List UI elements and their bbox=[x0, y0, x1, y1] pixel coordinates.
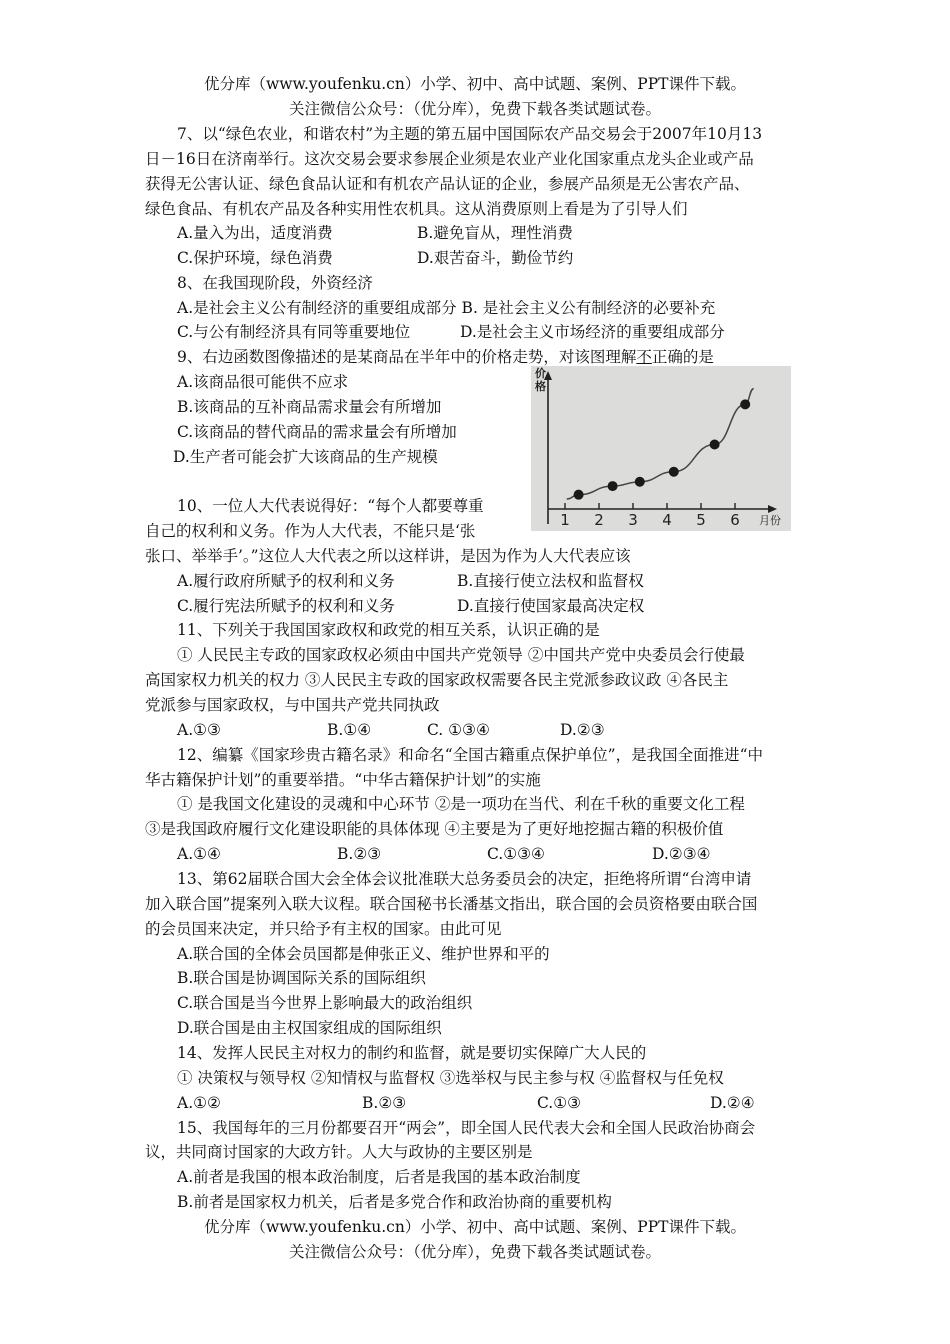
q13-option-c: C.联合国是当今世界上影响最大的政治组织 bbox=[177, 994, 473, 1012]
q12-stem-line-1: 12、编纂《国家珍贵古籍名录》和命名“全国古籍重点保护单位”，是我国全面推进“中 bbox=[177, 746, 763, 764]
footer-line-1: 优分库（www.youfenku.cn）小学、初中、高中试题、案例、PPT课件下载。 bbox=[203, 1218, 747, 1236]
q13-stem-line-3: 的会员国来决定，并只给予有主权的国家。由此可见 bbox=[145, 920, 502, 938]
x-tick-label-4: 4 bbox=[662, 511, 672, 529]
price-trend-chart bbox=[531, 366, 791, 531]
q9-stem-before: 9、右边函数图像描述的是某商品在半年中的价格走势，对该图理解 bbox=[177, 348, 637, 366]
data-point-5 bbox=[710, 440, 720, 450]
q8-stem: 8、在我国现阶段，外资经济 bbox=[177, 274, 373, 292]
q11-option-c: C. ①③④ bbox=[427, 721, 490, 739]
header-line-1: 优分库（www.youfenku.cn）小学、初中、高中试题、案例、PPT课件下载。 bbox=[203, 75, 747, 93]
q11-item-line-2: 高国家权力机关的权力 ③人民民主专政的国家政权需要各民主党派参政议政 ④各民主 bbox=[145, 671, 729, 689]
q15-stem-line-2: 议，共同商讨国家的大政方针。人大与政协的主要区别是 bbox=[145, 1143, 533, 1161]
q14-items: ① 决策权与领导权 ②知情权与监督权 ③选举权与民主参与权 ④监督权与任免权 bbox=[177, 1069, 724, 1087]
q9-stem-underlined: 不 bbox=[636, 348, 652, 366]
q11-option-a: A.①③ bbox=[177, 721, 221, 739]
q13-option-b: B.联合国是协调国际关系的国际组织 bbox=[177, 969, 426, 987]
price-trend-line bbox=[567, 389, 754, 499]
q8-option-c: C.与公有制经济具有同等重要地位 bbox=[177, 323, 411, 341]
q8-option-d: D.是社会主义市场经济的重要组成部分 bbox=[460, 323, 725, 341]
header-line-2: 关注微信公众号：（优分库），免费下载各类试题试卷。 bbox=[288, 100, 661, 118]
q12-option-d: D.②③④ bbox=[652, 845, 711, 863]
q9-option-c: C.该商品的替代商品的需求量会有所增加 bbox=[177, 423, 457, 441]
data-point-4 bbox=[669, 467, 679, 477]
q14-option-b: B.②③ bbox=[362, 1094, 407, 1112]
x-tick-label-6: 6 bbox=[730, 511, 740, 529]
x-tick-label-2: 2 bbox=[594, 511, 604, 529]
q10-option-b: B.直接行使立法权和监督权 bbox=[457, 572, 644, 590]
q13-option-a: A.联合国的全体会员国都是伸张正义、维护世界和平的 bbox=[177, 945, 550, 963]
footer-line-2: 关注微信公众号：（优分库），免费下载各类试题试卷。 bbox=[288, 1243, 661, 1261]
q8-option-ab: A.是社会主义公有制经济的重要组成部分 B. 是社会主义公有制经济的必要补充 bbox=[177, 299, 716, 317]
q13-stem-line-2: 加入联合国”提案列入联大议程。联合国秘书长潘基文指出，联合国的会员资格要由联合国 bbox=[145, 895, 758, 913]
q7-option-c: C.保护环境，绿色消费 bbox=[177, 249, 333, 267]
q10-option-a: A.履行政府所赋予的权利和义务 bbox=[177, 572, 395, 590]
x-tick-label-3: 3 bbox=[628, 511, 638, 529]
price-trend-chart-svg bbox=[531, 366, 791, 531]
q7-stem-line-2: 日－16日在济南举行。这次交易会要求参展企业须是农业产业化国家重点龙头企业或产品 bbox=[145, 150, 754, 168]
data-point-2 bbox=[608, 481, 618, 491]
q12-stem-line-2: 华古籍保护计划”的重要举措。“中华古籍保护计划”的实施 bbox=[145, 771, 541, 789]
q10-option-c: C.履行宪法所赋予的权利和义务 bbox=[177, 597, 395, 615]
q7-stem-line-1: 7、以“绿色农业，和谐农村”为主题的第五届中国国际农产品交易会于2007年10月13 bbox=[177, 125, 763, 143]
q11-stem: 11、下列关于我国国家政权和政党的相互关系，认识正确的是 bbox=[177, 621, 600, 639]
q7-option-d: D.艰苦奋斗，勤俭节约 bbox=[417, 249, 574, 267]
q14-option-a: A.①② bbox=[177, 1094, 221, 1112]
x-tick-label-5: 5 bbox=[696, 511, 706, 529]
q13-option-d: D.联合国是由主权国家组成的国际组织 bbox=[177, 1019, 442, 1037]
q11-option-b: B.①④ bbox=[327, 721, 372, 739]
q13-stem-line-1: 13、第62届联合国大会全体会议批准联大总务委员会的决定，拒绝将所谓“台湾申请 bbox=[177, 870, 752, 888]
q9-stem-after: 正确的是 bbox=[651, 348, 714, 366]
q15-stem-line-1: 15、我国每年的三月份都要召开“两会”，即全国人民代表大会和全国人民政治协商会 bbox=[177, 1119, 756, 1137]
data-point-1 bbox=[574, 490, 584, 500]
q15-option-a: A.前者是我国的根本政治制度，后者是我国的基本政治制度 bbox=[177, 1168, 581, 1186]
q14-option-c: C.①③ bbox=[537, 1094, 582, 1112]
q11-option-d: D.②③ bbox=[560, 721, 605, 739]
q14-stem: 14、发挥人民民主对权力的制约和监督，就是要切实保障广大人民的 bbox=[177, 1044, 647, 1062]
q12-item-line-2: ③是我国政府履行文化建设职能的具体体现 ④主要是为了更好地挖掘古籍的积极价值 bbox=[145, 820, 724, 838]
x-axis-arrow bbox=[768, 505, 777, 513]
q10-option-d: D.直接行使国家最高决定权 bbox=[457, 597, 645, 615]
q12-option-c: C.①③④ bbox=[487, 845, 545, 863]
q12-option-a: A.①④ bbox=[177, 845, 221, 863]
q7-stem-line-3: 获得无公害认证、绿色食品认证和有机农产品认证的企业，参展产品须是无公害农产品、 bbox=[145, 175, 750, 193]
q11-item-line-1: ① 人民民主专政的国家政权必须由中国共产党领导 ②中国共产党中央委员会行使最 bbox=[177, 646, 745, 664]
q15-option-b: B.前者是国家权力机关，后者是多党合作和政治协商的重要机构 bbox=[177, 1193, 612, 1211]
q12-item-line-1: ① 是我国文化建设的灵魂和中心环节 ②是一项功在当代、利在千秋的重要文化工程 bbox=[177, 795, 745, 813]
q12-option-b: B.②③ bbox=[337, 845, 382, 863]
q10-stem-line-3: 张口、举举手’。”这位人大代表之所以这样讲，是因为作为人大代表应该 bbox=[145, 547, 631, 565]
x-tick-label-1: 1 bbox=[560, 511, 570, 529]
data-point-3 bbox=[635, 477, 645, 487]
q7-stem-line-4: 绿色食品、有机农产品及各种实用性农机具。这从消费原则上看是为了引导人们 bbox=[145, 200, 688, 218]
x-axis-label: 月份 bbox=[759, 514, 781, 527]
q10-stem-line-2: 自己的权利和义务。作为人大代表，不能只是‘张 bbox=[145, 522, 476, 540]
q9-option-d: D.生产者可能会扩大该商品的生产规模 bbox=[173, 448, 438, 466]
q14-option-d: D.②④ bbox=[710, 1094, 755, 1112]
q10-stem-line-1: 10、一位人大代表说得好：“每个人都要尊重 bbox=[177, 497, 484, 515]
q7-option-a: A.量入为出，适度消费 bbox=[177, 224, 333, 242]
data-point-6 bbox=[740, 399, 750, 409]
y-axis-label-char-2: 格 bbox=[535, 380, 546, 393]
q9-option-b: B.该商品的互补商品需求量会有所增加 bbox=[177, 398, 442, 416]
q11-item-line-3: 党派参与国家政权，与中国共产党共同执政 bbox=[145, 696, 440, 714]
q9-option-a: A.该商品很可能供不应求 bbox=[177, 373, 349, 391]
q7-option-b: B.避免盲从，理性消费 bbox=[417, 224, 573, 242]
y-axis-label-char-1: 价 bbox=[535, 367, 546, 380]
